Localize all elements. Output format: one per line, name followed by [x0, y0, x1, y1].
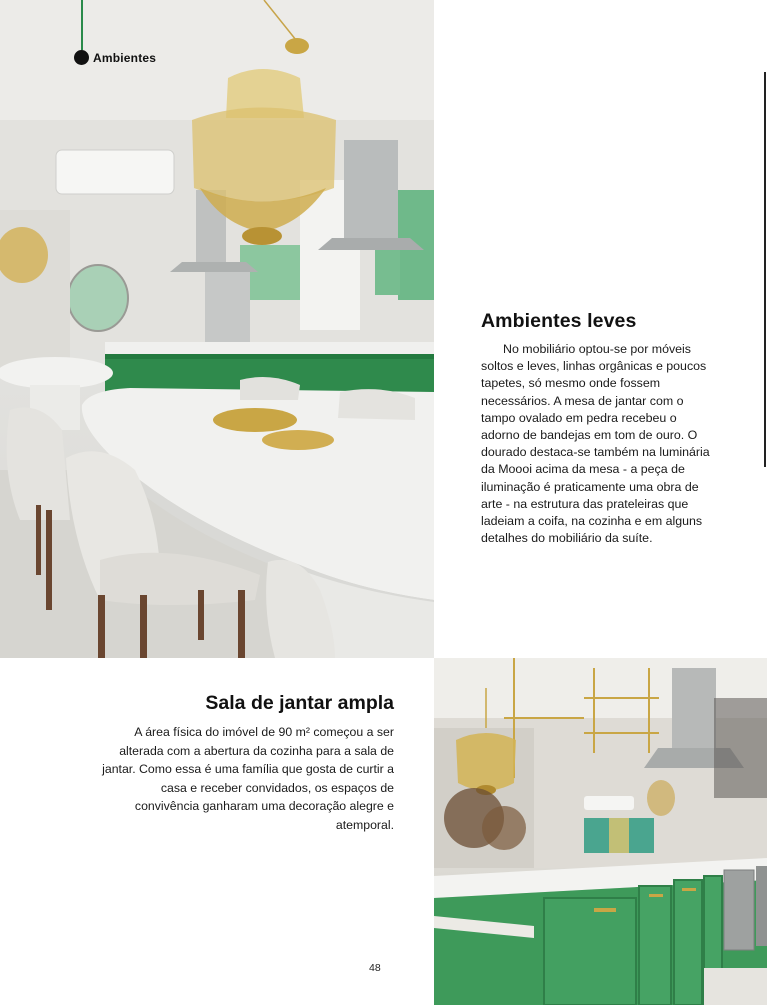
- bullet-dot-icon: [74, 50, 89, 65]
- article-ambientes-leves: [481, 310, 711, 547]
- section-tag: [74, 50, 156, 65]
- article-title: Ambientes leves: [481, 310, 637, 332]
- page-number: 48: [369, 962, 381, 974]
- article-body: A área física do imóvel de 90 m² começou a ser alterada com a abertura da cozinha para a sala de jantar. Como essa é uma família que gosta de curtir a casa e receber convidados, os espaços de convivência ganharam uma decoração alegre e atemporal.: [102, 725, 394, 832]
- article-body: No mobiliário optou-se por móveis soltos e leves, linhas orgânicas e poucos tapetes, só mesmo onde fossem necessários. A mesa de jantar com o tampo ovalado em pedra recebeu o adorno de bandejas em tom de ouro. O dourado destaca-se também na luminária da Moooi acima da mesa - a peça de iluminação é praticamente uma obra de arte - na estrutura das prateleiras que ladeiam a coifa, na cozinha e em alguns detalhes do mobiliário da suíte.: [481, 342, 710, 546]
- page-edge-rule: [764, 72, 766, 467]
- section-tag-label: Ambientes: [93, 50, 157, 65]
- kitchen-photo: [434, 658, 767, 1005]
- article-sala-de-jantar: [96, 692, 394, 835]
- section-tag-line: [81, 0, 83, 50]
- dining-room-photo: [0, 0, 434, 658]
- article-title: Sala de jantar ampla: [205, 692, 394, 714]
